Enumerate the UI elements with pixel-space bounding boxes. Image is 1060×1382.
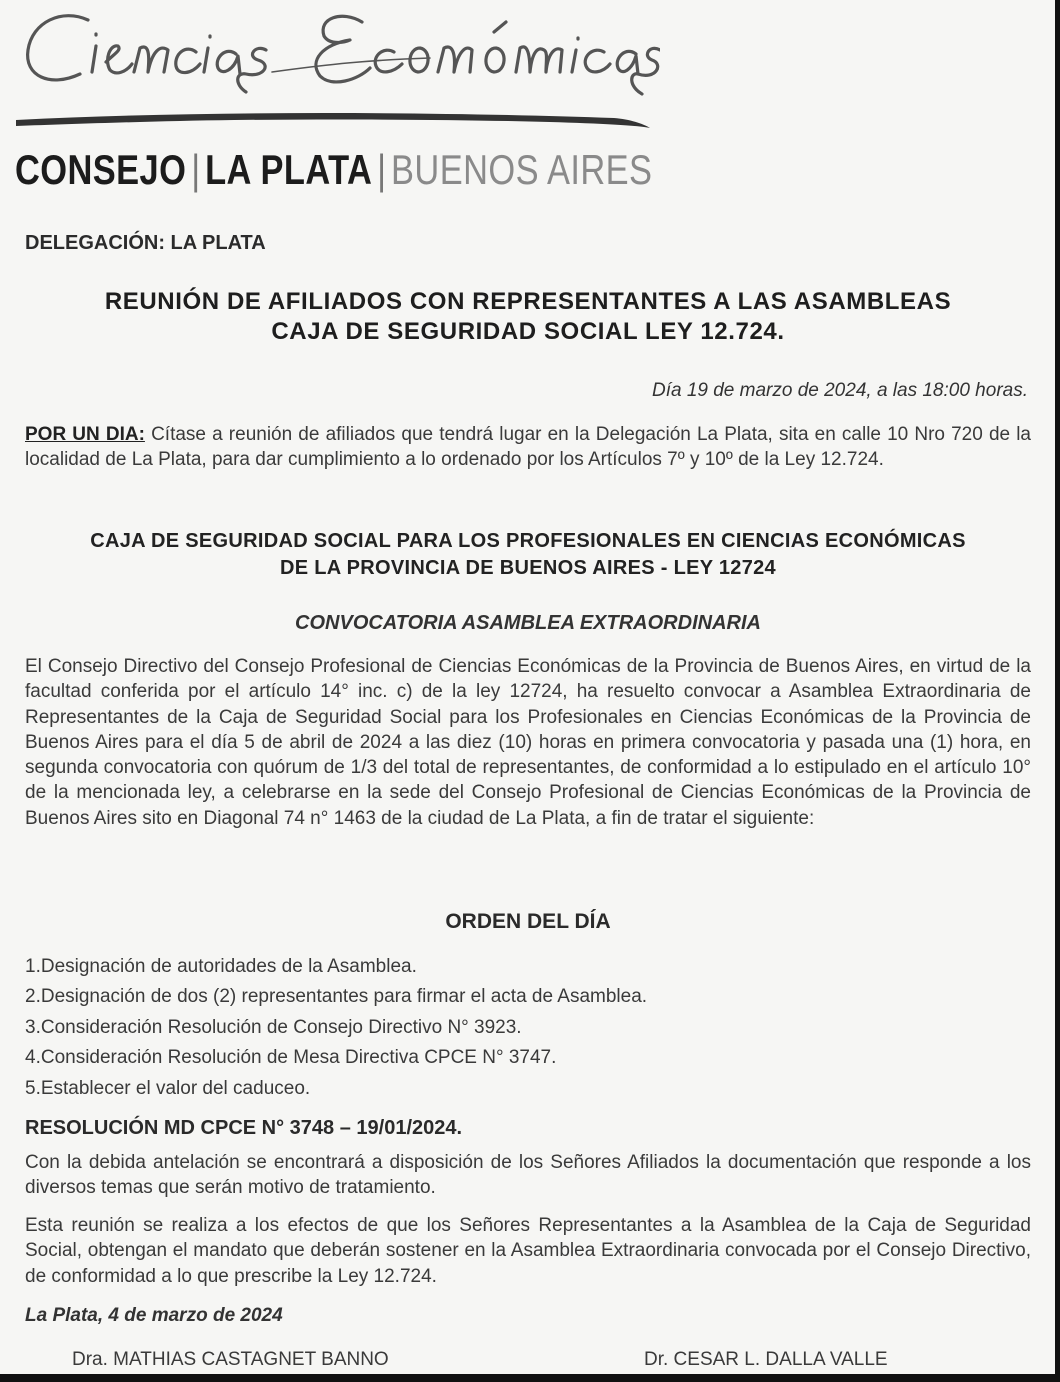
brand-separator-1: | [191,146,201,193]
meeting-title-line-2: CAJA DE SEGURIDAD SOCIAL LEY 12.724. [271,318,785,345]
orden-del-dia-title: ORDEN DEL DÍA [445,910,611,933]
brand-separator-2: | [377,146,387,193]
signer-1: Dra. MATHIAS CASTAGNET BANNO [72,1349,389,1370]
logo-swoosh-line [14,104,654,134]
cpce-brand-wordmark [15,144,652,196]
cpce-script-logo [10,0,660,110]
citacion-label: POR UN DIA: [25,424,145,445]
caja-heading-line-1: CAJA DE SEGURIDAD SOCIAL PARA LOS PROFESIONALES EN CIENCIAS ECONÓMICAS [90,530,966,552]
bottom-frame-border [0,1374,1060,1382]
agenda-item: 3.Consideración Resolución de Consejo Directivo N° 3923. [25,1016,522,1038]
brand-la-plata: LA PLATA [205,146,373,193]
delegacion-heading: DELEGACIÓN: LA PLATA [25,232,266,254]
script-logo-drawing [10,0,660,110]
right-frame-border [1055,0,1060,1382]
agenda-item: 4.Consideración Resolución de Mesa Directiva CPCE N° 3747. [25,1047,557,1069]
convocatoria-body: El Consejo Directivo del Consejo Profesional de Ciencias Económicas de la Provincia de Buenos Aires, en virtud de la facultad conferida por el artículo 14° inc. c) de la ley 12724, ha resuelto convocar a Asamblea Extraordinaria de Representantes de la Caja de Seguridad Social para los Profesionales en Ciencias Económicas de la Provincia de Buenos Aires para el día 5 de abril de 2024 a las diez (10) horas en primera convocatoria y pasada una (1) hora, en segunda convocatoria con quórum de 1/3 del total de representantes, de conformidad a lo estipulado en el artículo 10° de la mencionada ley, a celebrarse en la sede del Consejo Profesional de Ciencias Económicas de la Provincia de Buenos Aires sito en Diagonal 74 n° 1463 de la ciudad de La Plata, a fin de tratar el siguiente: [25,656,1031,829]
meeting-date: Día 19 de marzo de 2024, a las 18:00 horas. [651,380,1028,401]
citacion-text: Cítase a reunión de afiliados que tendrá lugar en la Delegación La Plata, sita en calle 10 Nro 720 de la localidad de La Plata, para dar cumplimiento a lo ordenado por los Artículos 7º y 10º de la Ley 12.724. [25,424,1031,471]
brand-buenos-aires: BUENOS AIRES [391,146,653,193]
resolucion-paragraph-2: Esta reunión se realiza a los efectos de que los Señores Representantes a la Asamblea de la Caja de Seguridad Social, obtengan el mandato que deberán sostener en la Asamblea Extraordinaria convocada por el Consejo Directivo, de conformidad a lo que prescribe la Ley 12.724. [25,1215,1031,1287]
convocatoria-title: CONVOCATORIA ASAMBLEA EXTRAORDINARIA [295,612,761,634]
signer-2: Dr. CESAR L. DALLA VALLE [644,1349,888,1370]
caja-heading-line-2: DE LA PROVINCIA DE BUENOS AIRES - LEY 12724 [280,557,776,579]
resolucion-title: RESOLUCIÓN MD CPCE N° 3748 – 19/01/2024. [25,1117,463,1139]
agenda-list [25,952,1025,1104]
citacion-paragraph [25,422,1031,473]
agenda-item: 1.Designación de autoridades de la Asamblea. [25,956,417,977]
meeting-title-line-1: REUNIÓN DE AFILIADOS CON REPRESENTANTES A LAS ASAMBLEAS [104,288,952,315]
agenda-item: 5.Establecer el valor del caduceo. [25,1077,311,1099]
place-and-date: La Plata, 4 de marzo de 2024 [25,1305,283,1326]
agenda-item: 2.Designación de dos (2) representantes para firmar el acta de Asamblea. [25,986,648,1008]
brand-consejo: CONSEJO [15,146,187,193]
resolucion-paragraph-1: Con la debida antelación se encontrará a disposición de los Señores Afiliados la documentación que responde a los diversos temas que serán motivo de tratamiento. [25,1152,1031,1199]
